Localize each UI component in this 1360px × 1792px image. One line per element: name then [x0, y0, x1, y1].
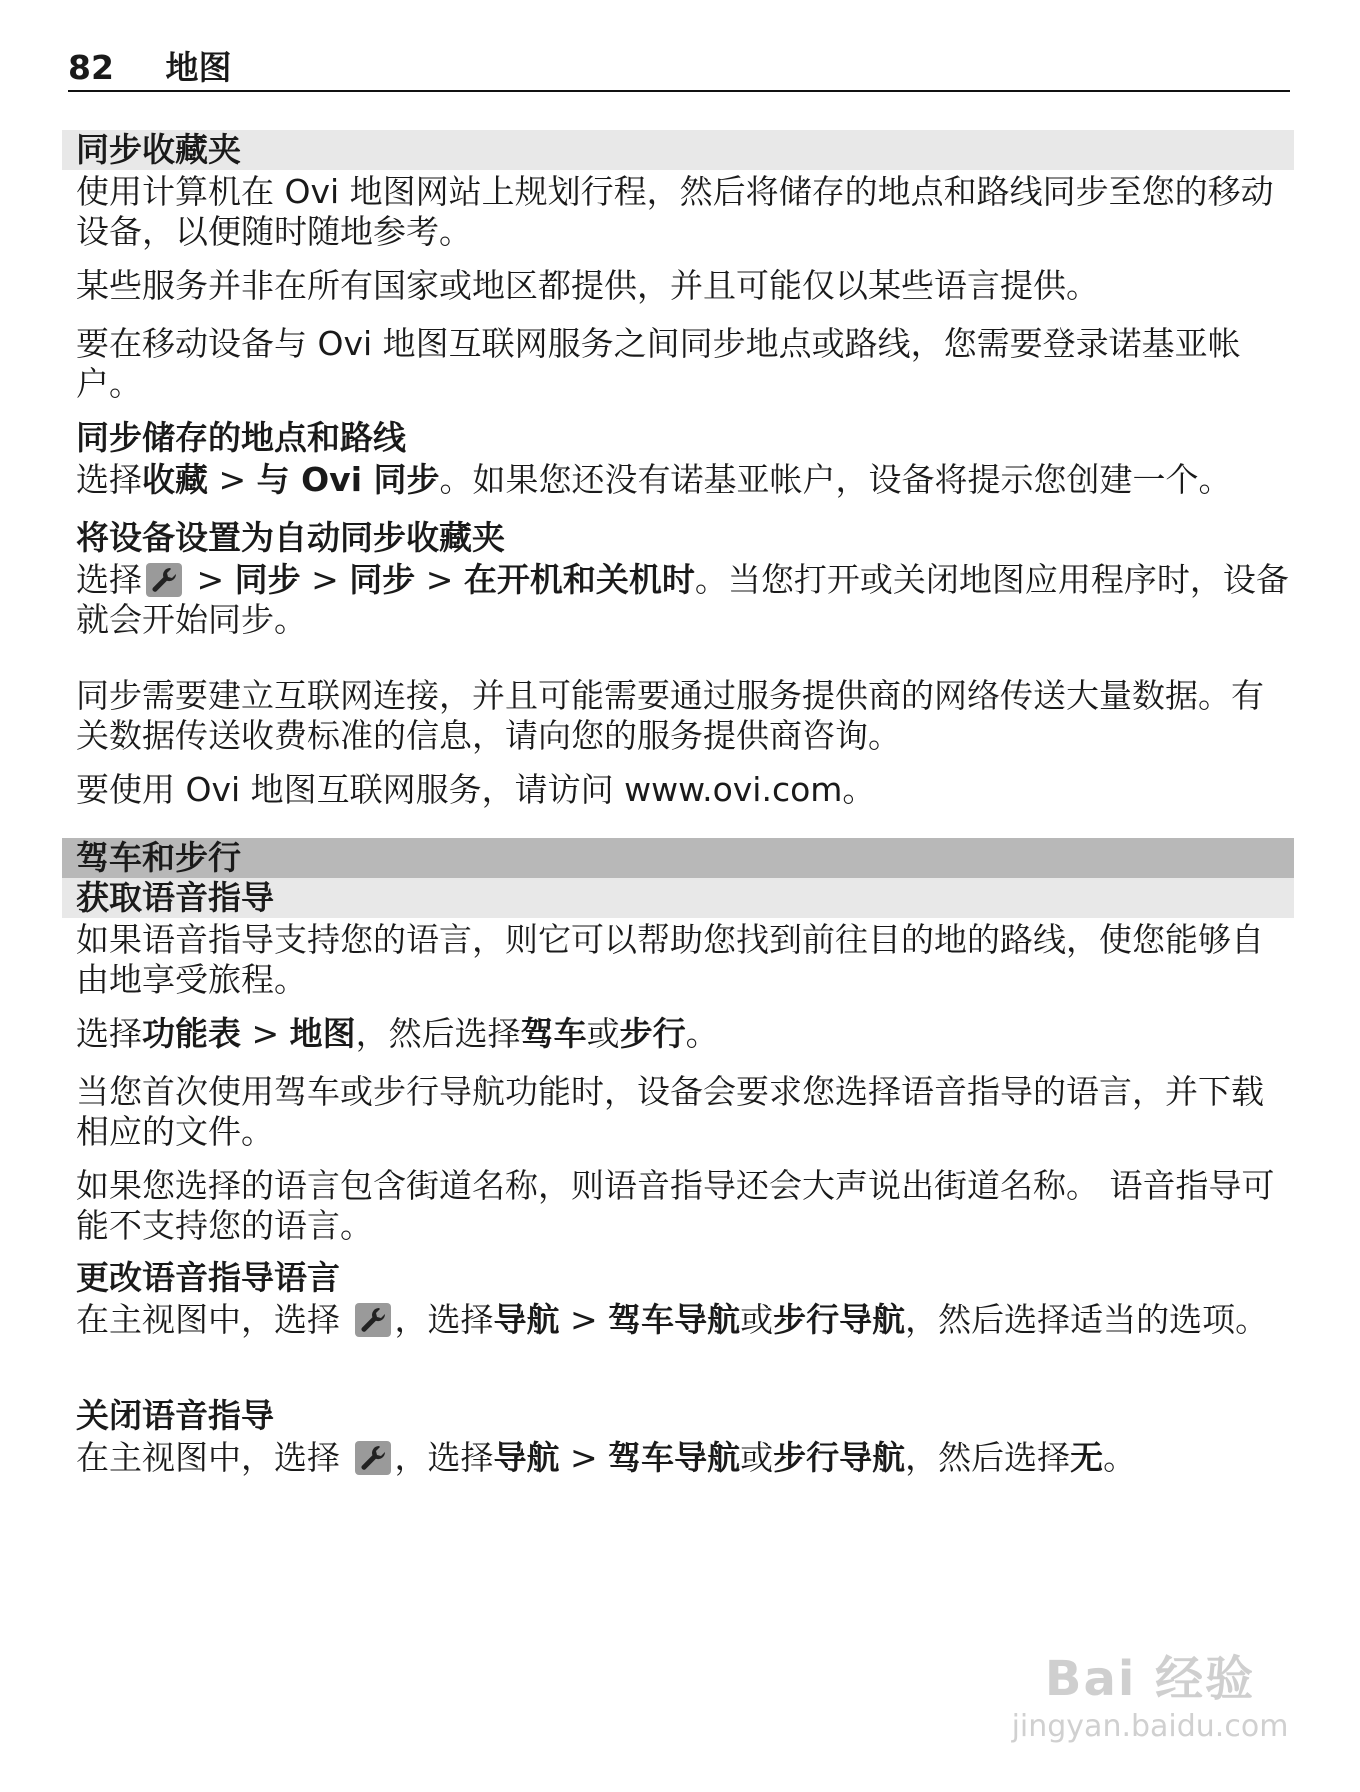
paragraph: 某些服务并非在所有国家或地区都提供，并且可能仅以某些语言提供。: [76, 266, 1099, 305]
section-heading-drive-walk: 驾车和步行: [62, 838, 1294, 878]
text: ，然后选择: [355, 1014, 521, 1053]
menu-path-menu: 功能表: [142, 1014, 241, 1053]
menu-path-drive-navigation: 驾车导航: [608, 1438, 741, 1477]
watermark-logo: Bai 经验: [1044, 1651, 1256, 1707]
instruction-paragraph: [76, 460, 1294, 500]
menu-path-sync: 同步: [234, 560, 301, 599]
wrench-icon: [355, 1441, 391, 1475]
instruction-paragraph: [76, 560, 1294, 640]
page-number: 82: [68, 48, 114, 87]
menu-path-sync-ovi: 与 Ovi 同步: [256, 460, 440, 499]
separator: >: [241, 1014, 290, 1053]
separator: >: [559, 1438, 609, 1477]
text: ，选择: [394, 1300, 494, 1339]
menu-path-walk-navigation: 步行导航: [773, 1300, 906, 1339]
subheading-change-voice-language: 更改语音指导语言: [76, 1258, 340, 1297]
wrench-icon: [355, 1303, 391, 1337]
text: ，选择: [394, 1438, 494, 1477]
text: 或: [586, 1014, 620, 1053]
page-header: [68, 48, 1290, 92]
paragraph: 当您首次使用驾车或步行导航功能时，设备会要求您选择语音指导的语言，并下载相应的文件。: [76, 1072, 1264, 1151]
menu-path-maps: 地图: [289, 1014, 356, 1053]
watermark: [1000, 1640, 1300, 1770]
text: 选择: [76, 460, 142, 499]
menu-path-none: 无: [1070, 1438, 1104, 1477]
section-subheading-voice-guidance: 获取语音指导: [62, 878, 1294, 918]
text: 选择: [76, 1014, 142, 1053]
separator: >: [186, 560, 235, 599]
instruction-paragraph: [76, 1300, 1294, 1340]
text: 选择: [76, 560, 142, 599]
watermark-url: jingyan.baidu.com: [1011, 1709, 1289, 1744]
instruction-paragraph: [76, 1014, 1294, 1054]
text: 在主视图中，选择: [76, 1300, 351, 1339]
text: 。当您打开或关闭地图应用程序时，设备就会开始同步。: [76, 560, 1289, 639]
text: 。: [685, 1014, 719, 1053]
menu-path-on-startup: 在开机和关机时: [463, 560, 695, 599]
wrench-icon: [146, 563, 182, 597]
text: 或: [740, 1300, 774, 1339]
text: ，然后选择适当的选项。: [905, 1300, 1269, 1339]
menu-path-navigation: 导航: [493, 1300, 560, 1339]
text: ，然后选择: [905, 1438, 1071, 1477]
separator: >: [208, 460, 257, 499]
text: 。: [1103, 1438, 1137, 1477]
separator: >: [559, 1300, 609, 1339]
paragraph: 如果语音指导支持您的语言，则它可以帮助您找到前往目的地的路线，使您能够自由地享受旅程。: [76, 920, 1264, 999]
paragraph: 要使用 Ovi 地图互联网服务，请访问 www.ovi.com。: [76, 770, 876, 809]
subheading-auto-sync: 将设备设置为自动同步收藏夹: [76, 518, 505, 557]
text: 。如果您还没有诺基亚帐户，设备将提示您创建一个。: [439, 460, 1232, 499]
menu-path-drive: 驾车: [520, 1014, 587, 1053]
instruction-paragraph: [76, 1438, 1294, 1478]
menu-path-favorites: 收藏: [142, 460, 208, 499]
section-heading-sync-favorites: 同步收藏夹: [62, 130, 1294, 170]
menu-path-sync: 同步: [349, 560, 416, 599]
chapter-title: 地图: [165, 48, 232, 87]
menu-path-drive-navigation: 驾车导航: [608, 1300, 741, 1339]
text: 或: [740, 1438, 774, 1477]
paragraph: 同步需要建立互联网连接，并且可能需要通过服务提供商的网络传送大量数据。有关数据传送收费标准的信息，请向您的服务提供商咨询。: [76, 676, 1264, 755]
paragraph: 使用计算机在 Ovi 地图网站上规划行程，然后将储存的地点和路线同步至您的移动设备，以便随时随地参考。: [76, 172, 1274, 251]
separator: >: [300, 560, 350, 599]
paragraph: 如果您选择的语言包含街道名称，则语音指导还会大声说出街道名称。 语音指导可能不支持您的语言。: [76, 1166, 1275, 1245]
subheading-turn-off-voice: 关闭语音指导: [76, 1396, 274, 1435]
menu-path-walk: 步行: [619, 1014, 686, 1053]
menu-path-navigation: 导航: [493, 1438, 560, 1477]
text: 在主视图中，选择: [76, 1438, 351, 1477]
separator: >: [415, 560, 464, 599]
menu-path-walk-navigation: 步行导航: [773, 1438, 906, 1477]
subheading-sync-places: 同步储存的地点和路线: [76, 418, 406, 457]
paragraph: 要在移动设备与 Ovi 地图互联网服务之间同步地点或路线，您需要登录诺基亚帐户。: [76, 324, 1241, 403]
